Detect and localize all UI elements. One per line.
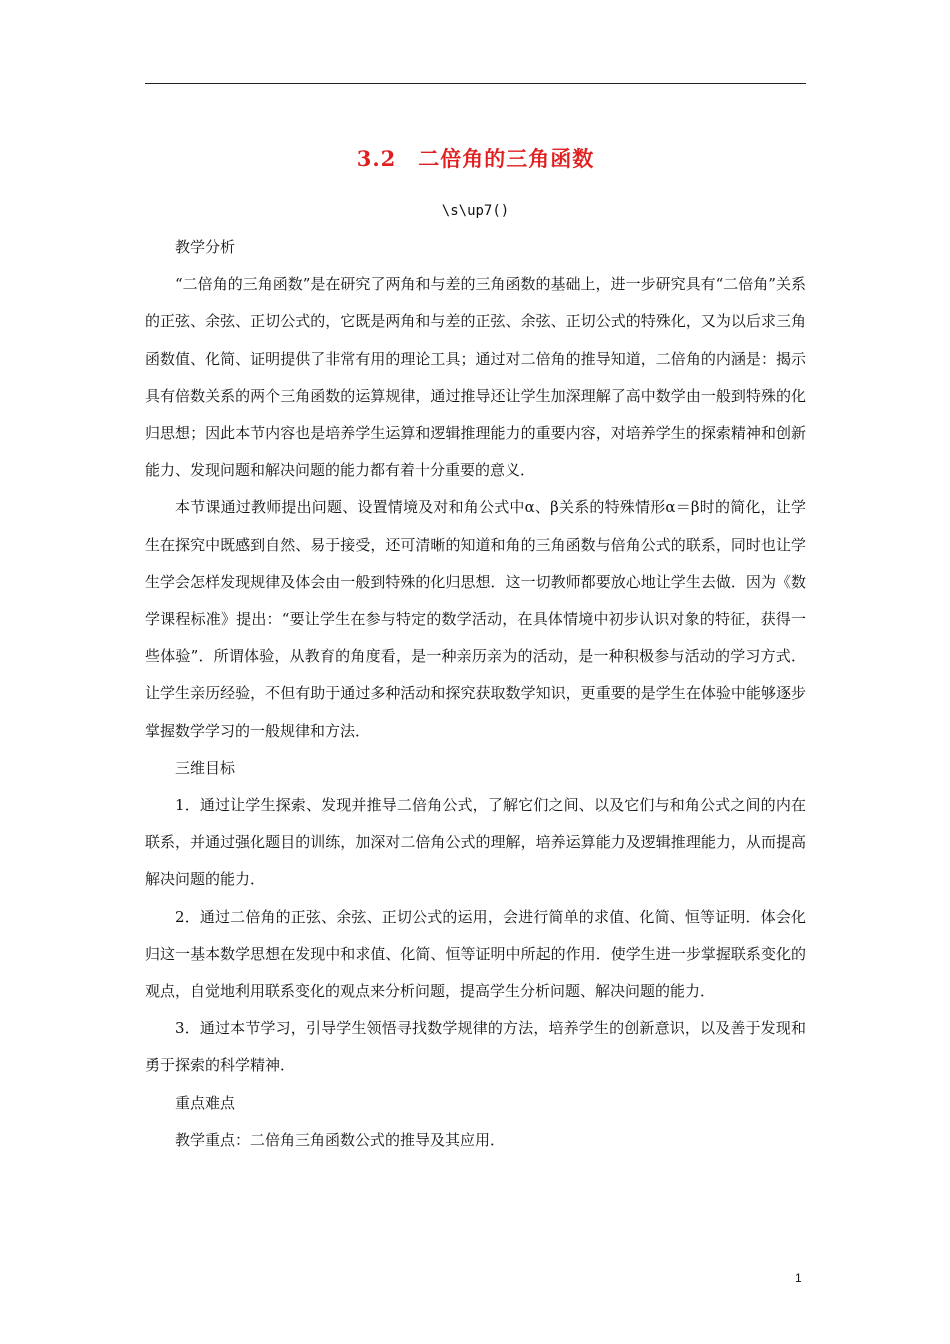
paragraph: 本节课通过教师提出问题、设置情境及对和角公式中α、β关系的特殊情形α＝β时的简化，让学生在探究中既感到自然、易于接受，还可清晰的知道和角的三角函数与倍角公式的联系，同时也让学生学会怎样发现规律及体会由一般到特殊的化归思想．这一切教师都要放心地让学生去做．因为《数学课程标准》提出：“要让学生在参与特定的数学活动，在具体情境中初步认识对象的特征，获得一些体验”．所谓体验，从教育的角度看，是一种亲历亲为的活动，是一种积极参与活动的学习方式．让学生亲历经验，不但有助于通过多种活动和探究获取数学知识，更重要的是学生在体验中能够逐步掌握数学学习的一般规律和方法． bbox=[145, 498, 806, 740]
key-point-item: 教学重点：二倍角三角函数公式的推导及其应用． bbox=[175, 1130, 506, 1149]
page-number: 1 bbox=[795, 1271, 802, 1285]
goal-item: 2．通过二倍角的正弦、余弦、正切公式的运用，会进行简单的求值、化简、恒等证明．体会化归这一基本数学思想在发现中和求值、化简、恒等证明中所起的作用．使学生进一步掌握联系变化的观点，自觉地利用联系变化的观点来分析问题，提高学生分析问题、解决问题的能力． bbox=[145, 907, 806, 1001]
field-code: \s\up7() bbox=[441, 203, 510, 219]
heading-key-points: 重点难点 bbox=[175, 1093, 236, 1112]
heading-teaching-analysis: 教学分析 bbox=[175, 238, 236, 256]
heading-three-dimensional-goals: 三维目标 bbox=[175, 758, 236, 777]
paragraph: “二倍角的三角函数”是在研究了两角和与差的三角函数的基础上，进一步研究具有“二倍角”关系的正弦、余弦、正切公式的，它既是两角和与差的正弦、余弦、正切公式的特殊化，又为以后求三角函数值、化简、证明提供了非常有用的理论工具；通过对二倍角的推导知道，二倍角的内涵是：揭示具有倍数关系的两个三角函数的运算规律，通过推导还让学生加深理解了高中数学由一般到特殊的化归思想；因此本节内容也是培养学生运算和逻辑推理能力的重要内容，对培养学生的探索精神和创新能力、发现问题和解决问题的能力都有着十分重要的意义． bbox=[145, 275, 806, 480]
header-rule bbox=[145, 83, 806, 84]
goal-item: 3．通过本节学习，引导学生领悟寻找数学规律的方法，培养学生的创新意识，以及善于发现和勇于探索的科学精神． bbox=[145, 1019, 806, 1075]
document-body bbox=[145, 229, 806, 1159]
page-title: 3.2 二倍角的三角函数 bbox=[356, 146, 595, 171]
goal-item: 1．通过让学生探索、发现并推导二倍角公式，了解它们之间、以及它们与和角公式之间的内在联系，并通过强化题目的训练，加深对二倍角公式的理解，培养运算能力及逻辑推理能力，从而提高解决问题的能力． bbox=[145, 796, 806, 889]
